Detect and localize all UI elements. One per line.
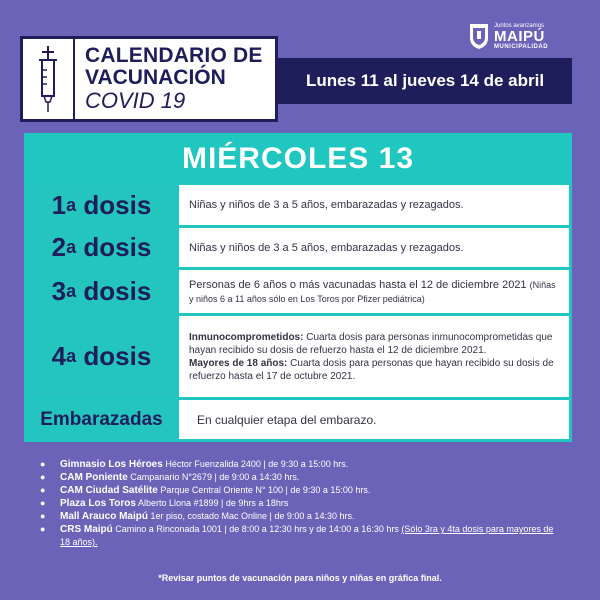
day-heading: MIÉRCOLES 13 <box>27 136 569 182</box>
list-item: ● CAM Ciudad Satélite Parque Central Oriente N° 100 | de 9:30 a 15:00 hrs. <box>40 485 371 496</box>
dose-label: 1 a dosis <box>27 185 179 225</box>
maipu-shield-icon <box>468 22 490 50</box>
pregnant-description: En cualquier etapa del embarazo. <box>179 400 569 439</box>
maipu-logo <box>468 20 578 52</box>
table-row <box>27 397 569 439</box>
date-range-banner: Lunes 11 al jueves 14 de abril <box>278 58 572 104</box>
schedule-table <box>24 133 572 442</box>
footer-note: *Revisar puntos de vacunación para niños y niñas en gráfica final. <box>158 573 442 583</box>
title-box <box>20 36 278 122</box>
table-row <box>27 182 569 225</box>
list-item: ● Gimnasio Los Héroes Héctor Fuenzalida 2400 | de 9:30 a 15:00 hrs. <box>40 459 349 470</box>
logo-name: MAIPÚ <box>494 27 545 45</box>
list-item: ● CRS Maipú Camino a Rinconada 1001 | de 8:00 a 12:30 hrs y de 14:00 a 16:30 hrs (Sólo 3ra y 4ta dosis para mayores de 18 años). <box>40 524 554 547</box>
syringe-icon <box>23 39 75 119</box>
title-line-3: COVID 19 <box>85 88 186 113</box>
logo-tagline: Juntos avanzamos <box>494 22 545 29</box>
dose-label: 3 a dosis <box>27 270 179 313</box>
dose-label: 4 a dosis <box>27 316 179 397</box>
table-row <box>27 225 569 267</box>
title-line-2: VACUNACIÓN <box>85 66 226 89</box>
table-row <box>27 267 569 313</box>
list-item: ● CAM Poniente Campanario N°2679 | de 9:00 a 14:30 hrs. <box>40 472 300 483</box>
list-item: ● Mall Arauco Maipú 1er piso, costado Mac Online | de 9:00 a 14:30 hrs. <box>40 511 355 522</box>
dose-description: Personas de 6 años o más vacunadas hasta el 12 de diciembre 2021 (Niñas y niños 6 a 11 años sólo en Los Toros por Pfizer pediátrica) <box>179 270 569 313</box>
dose-description: Niñas y niños de 3 a 5 años, embarazadas y rezagados. <box>179 185 569 225</box>
list-item: ● Plaza Los Toros Alberto Llona #1899 | de 9hrs a 18hrs <box>40 498 289 509</box>
dose-label: 2 a dosis <box>27 228 179 267</box>
table-row <box>27 313 569 397</box>
logo-subtitle: MUNICIPALIDAD <box>494 43 549 50</box>
dose-description: Niñas y niños de 3 a 5 años, embarazadas y rezagados. <box>179 228 569 267</box>
dose-description: Inmunocomprometidos: Cuarta dosis para personas inmunocomprometidas que hayan recibido su dosis de refuerzo hasta el 12 de diciembre 2021. Mayores de 18 años: Cuarta dosis para personas que hayan recibido su dosis de refuerzo hasta el 17 de octubre 2021. <box>179 316 569 397</box>
vaccination-locations <box>40 458 560 549</box>
pregnant-label: Embarazadas <box>27 400 179 439</box>
title-line-1: CALENDARIO DE <box>85 44 263 67</box>
